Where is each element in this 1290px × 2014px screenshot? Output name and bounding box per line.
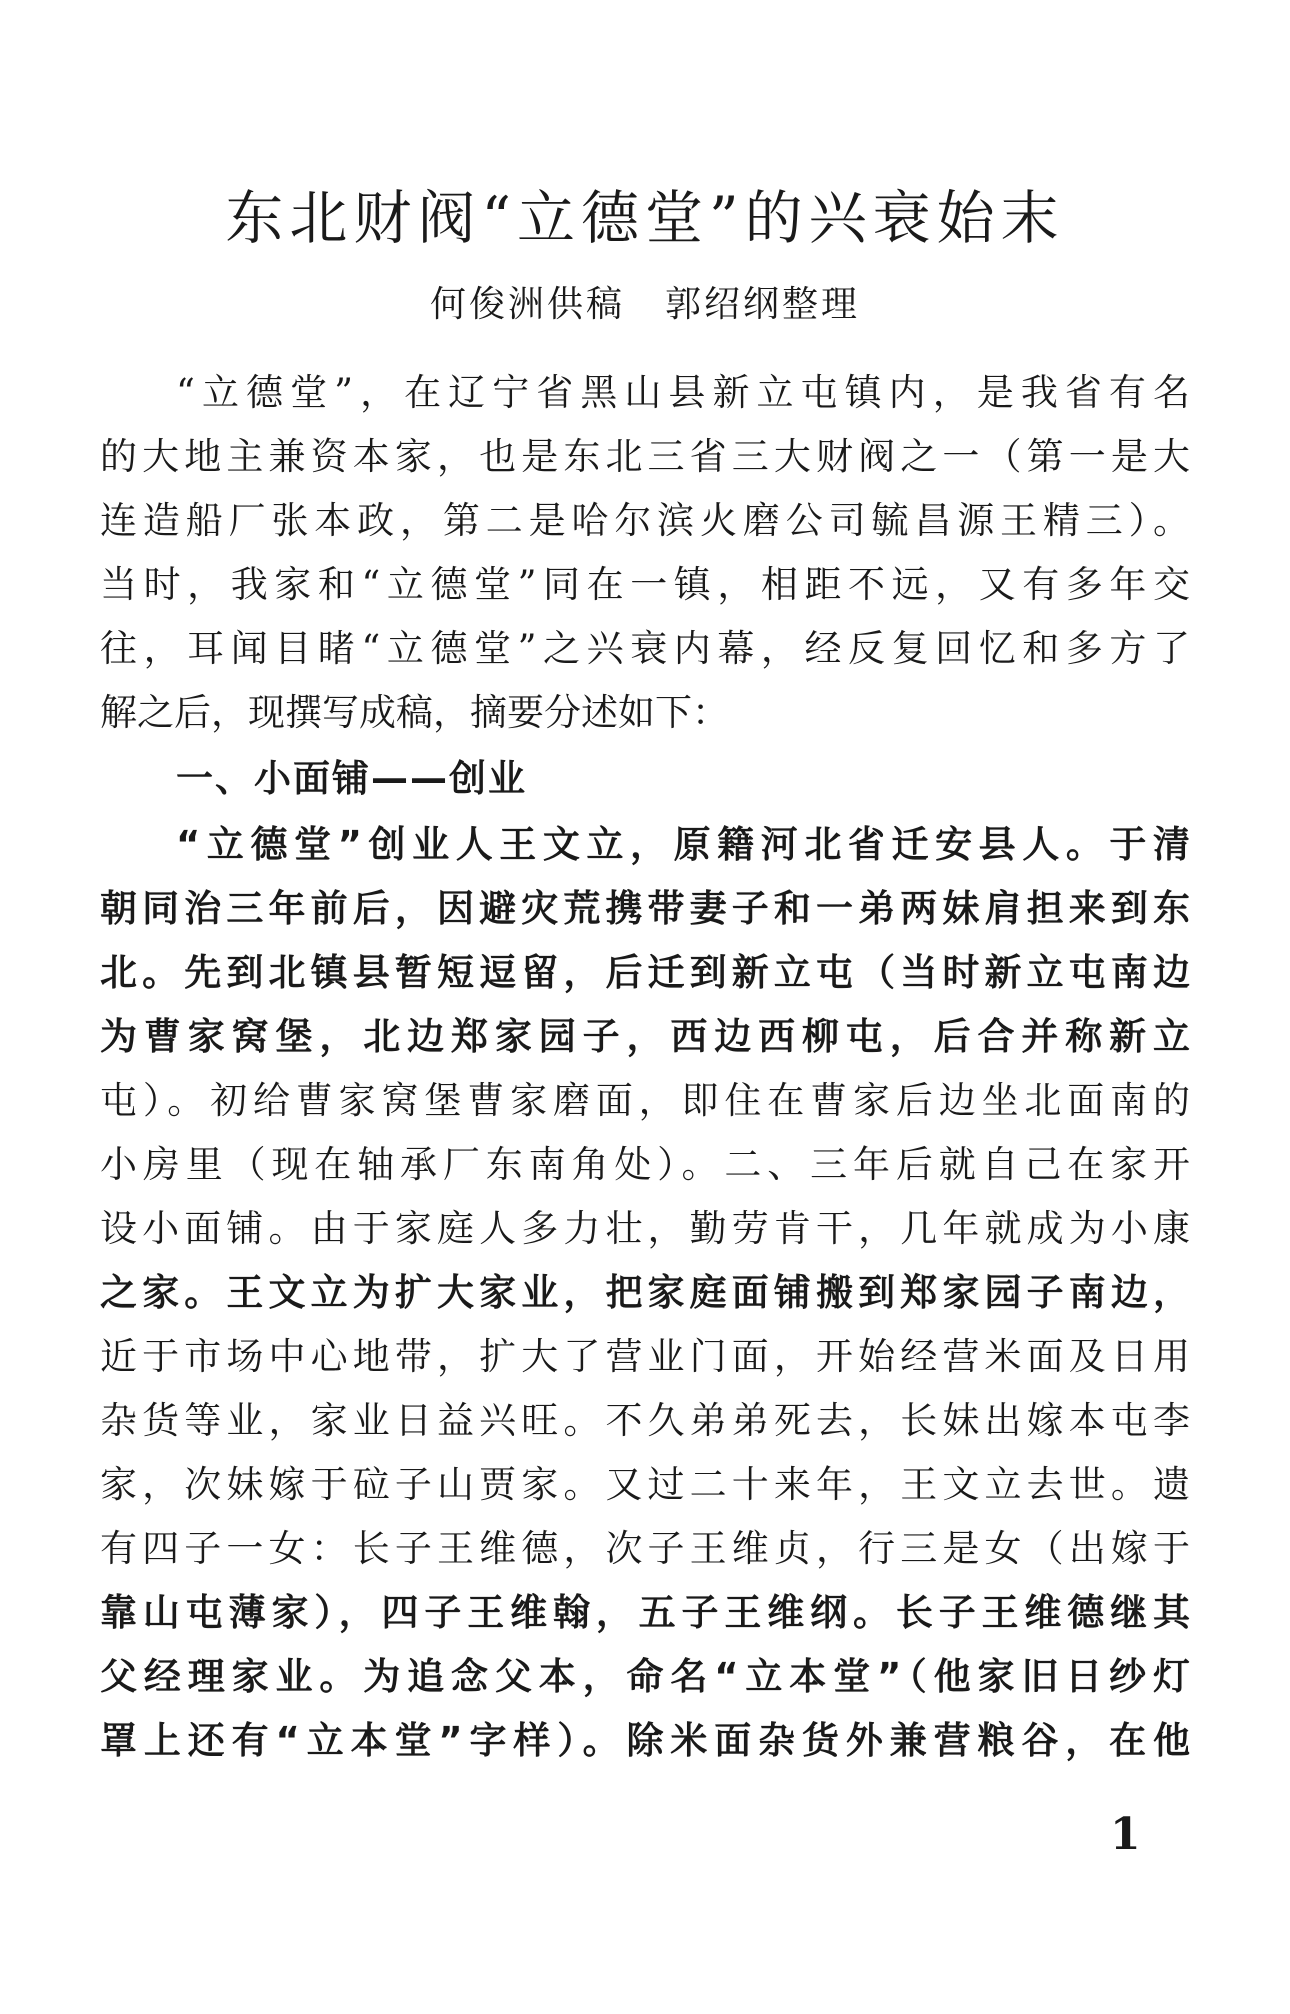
- section-line-13: 靠山屯薄家），四子王维翰，五子王维纲。长子王维德继其: [100, 1591, 1190, 1634]
- section-heading: 一、小面铺——创业: [176, 757, 527, 800]
- section-line-3: 北。先到北镇县暂短逗留，后迁到新立屯（当时新立屯南边: [100, 951, 1190, 994]
- intro-line-4: 当时，我家和“立德堂”同在一镇，相距不远，又有多年交: [100, 563, 1190, 606]
- section-line-11: 家，次妹嫁于砬子山贾家。又过二十来年，王文立去世。遗: [100, 1463, 1190, 1506]
- page-number: 1: [1110, 1809, 1141, 1860]
- intro-line-5: 往，耳闻目睹“立德堂”之兴衰内幕，经反复回忆和多方了: [100, 627, 1190, 670]
- section-line-10: 杂货等业，家业日益兴旺。不久弟弟死去，长妹出嫁本屯李: [100, 1399, 1190, 1442]
- section-line-6: 小房里（现在轴承厂东南角处）。二、三年后就自己在家开: [100, 1143, 1190, 1186]
- section-line-8: 之家。王文立为扩大家业，把家庭面铺搬到郑家园子南边，: [100, 1271, 1190, 1314]
- section-line-2: 朝同治三年前后，因避灾荒携带妻子和一弟两妹肩担来到东: [100, 887, 1190, 930]
- section-line-5: 屯）。初给曹家窝堡曹家磨面，即住在曹家后边坐北面南的: [100, 1079, 1190, 1122]
- intro-line-3: 连造船厂张本政，第二是哈尔滨火磨公司毓昌源王精三）。: [100, 499, 1190, 542]
- intro-line-1: “立德堂”，在辽宁省黑山县新立屯镇内，是我省有名: [176, 371, 1190, 414]
- contributor-credit: 何俊洲供稿: [429, 284, 625, 325]
- section-line-14: 父经理家业。为追念父本，命名“立本堂”（他家旧日纱灯: [100, 1655, 1190, 1698]
- article-title: 东北财阀“立德堂”的兴衰始末: [225, 184, 1065, 252]
- intro-line-2: 的大地主兼资本家，也是东北三省三大财阀之一（第一是大: [100, 435, 1190, 478]
- section-line-4: 为曹家窝堡，北边郑家园子，西边西柳屯，后合并称新立: [100, 1015, 1190, 1058]
- section-line-7: 设小面铺。由于家庭人多力壮，勤劳肯干，几年就成为小康: [100, 1207, 1190, 1250]
- section-line-15: 罩上还有“立本堂”字样）。除米面杂货外兼营粮谷，在他: [100, 1719, 1190, 1762]
- section-line-12: 有四子一女：长子王维德，次子王维贞，行三是女（出嫁于: [100, 1527, 1190, 1570]
- editor-credit: 郭绍纲整理: [665, 284, 861, 325]
- byline: [0, 280, 1290, 330]
- section-line-9: 近于市场中心地带，扩大了营业门面，开始经营米面及日用: [100, 1335, 1190, 1378]
- intro-line-6: 解之后，现撰写成稿，摘要分述如下：: [100, 691, 729, 734]
- section-line-1: “立德堂”创业人王文立，原籍河北省迁安县人。于清: [176, 823, 1190, 866]
